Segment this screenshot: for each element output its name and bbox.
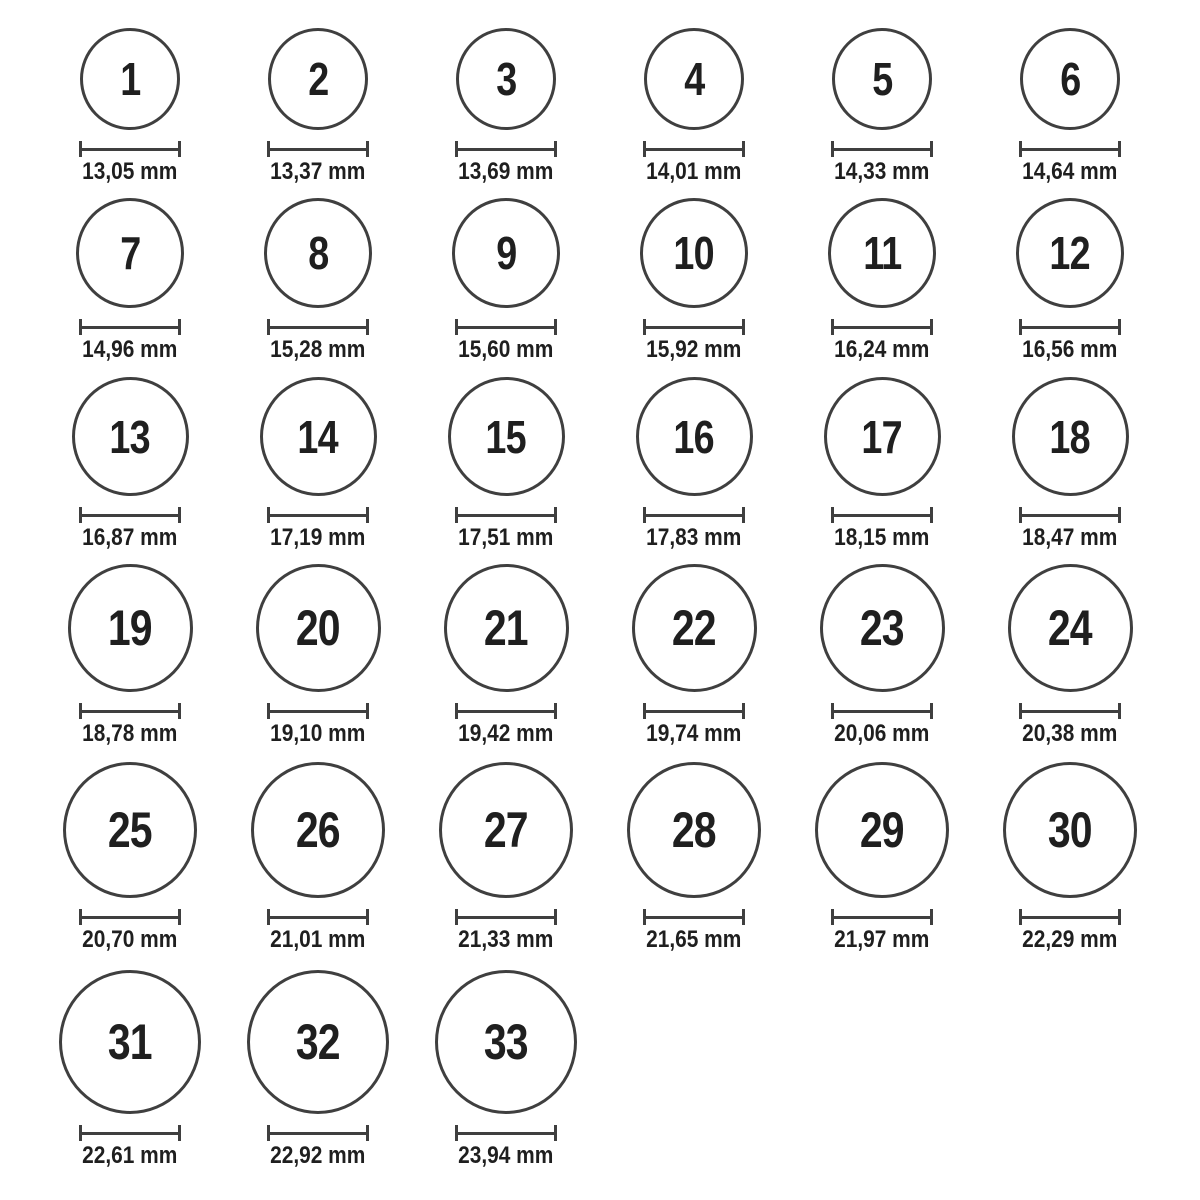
ring-cell (412, 747, 600, 953)
diameter-label: 18,47 mm (1022, 524, 1118, 551)
diameter-measure (79, 703, 181, 719)
measure-bar (270, 916, 366, 919)
diameter-label: 17,19 mm (270, 524, 366, 551)
measure-tick-right (366, 1125, 369, 1141)
diameter-measure (267, 507, 369, 523)
ring-circle (260, 377, 377, 496)
measure-tick-right (1118, 703, 1121, 719)
measure-bar (458, 148, 554, 151)
ring-circle (640, 198, 748, 308)
ring-circle (636, 377, 753, 496)
diameter-measure (455, 141, 557, 157)
ring-circle (80, 28, 180, 130)
ring-number: 5 (871, 53, 893, 105)
ring-circle (632, 564, 757, 692)
measure-bar (834, 710, 930, 713)
ring-cell (36, 747, 224, 953)
measure-bar (646, 916, 742, 919)
diameter-measure (455, 507, 557, 523)
ring-cell (36, 363, 224, 551)
ring-number: 9 (495, 227, 517, 279)
ring-circle (251, 762, 385, 898)
ring-number: 32 (296, 1014, 340, 1070)
diameter-label: 14,96 mm (82, 336, 178, 363)
measure-tick-right (554, 1125, 557, 1141)
diameter-measure (1019, 909, 1121, 925)
ring-number: 12 (1049, 227, 1091, 279)
ring-number: 13 (109, 410, 151, 463)
ring-circle (76, 198, 184, 308)
ring-cell (36, 551, 224, 747)
ring-cell (600, 551, 788, 747)
ring-circle (1020, 28, 1120, 130)
measure-tick-right (366, 909, 369, 925)
diameter-measure (643, 507, 745, 523)
measure-bar (458, 916, 554, 919)
measure-tick-right (742, 141, 745, 157)
ring-number: 8 (307, 227, 329, 279)
ring-circle (644, 28, 744, 130)
ring-circle (72, 377, 189, 496)
diameter-label: 18,15 mm (834, 524, 930, 551)
diameter-label: 21,33 mm (458, 926, 554, 953)
ring-number: 24 (1048, 600, 1092, 656)
ring-number: 28 (672, 802, 716, 858)
measure-bar (458, 710, 554, 713)
diameter-label: 15,92 mm (646, 336, 742, 363)
measure-tick-right (178, 703, 181, 719)
ring-circle (448, 377, 565, 496)
diameter-label: 22,61 mm (82, 1142, 178, 1169)
measure-tick-right (742, 507, 745, 523)
diameter-measure (1019, 507, 1121, 523)
measure-tick-right (742, 319, 745, 335)
ring-circle (256, 564, 381, 692)
ring-cell (412, 24, 600, 185)
measure-tick-right (1118, 909, 1121, 925)
ring-number: 1 (119, 53, 141, 105)
diameter-measure (79, 507, 181, 523)
diameter-label: 16,56 mm (1022, 336, 1118, 363)
ring-number: 16 (673, 410, 715, 463)
measure-bar (1022, 514, 1118, 517)
diameter-measure (455, 319, 557, 335)
ring-cell (412, 363, 600, 551)
ring-circle (247, 970, 389, 1114)
diameter-measure (831, 703, 933, 719)
measure-bar (1022, 326, 1118, 329)
measure-bar (458, 326, 554, 329)
chart-row (36, 953, 1164, 1169)
measure-tick-right (178, 319, 181, 335)
ring-cell (600, 747, 788, 953)
diameter-measure (643, 141, 745, 157)
diameter-label: 19,42 mm (458, 720, 554, 747)
ring-number: 33 (484, 1014, 528, 1070)
diameter-measure (267, 1125, 369, 1141)
diameter-measure (643, 319, 745, 335)
diameter-measure (455, 703, 557, 719)
measure-tick-right (930, 507, 933, 523)
diameter-label: 19,74 mm (646, 720, 742, 747)
diameter-label: 16,87 mm (82, 524, 178, 551)
measure-bar (834, 916, 930, 919)
ring-number: 27 (484, 802, 528, 858)
measure-tick-right (178, 507, 181, 523)
measure-tick-right (554, 507, 557, 523)
diameter-label: 20,38 mm (1022, 720, 1118, 747)
ring-number: 31 (108, 1014, 152, 1070)
measure-bar (646, 514, 742, 517)
measure-bar (270, 514, 366, 517)
ring-number: 6 (1059, 53, 1081, 105)
measure-tick-right (178, 1125, 181, 1141)
diameter-measure (831, 141, 933, 157)
measure-tick-right (930, 319, 933, 335)
diameter-label: 20,70 mm (82, 926, 178, 953)
ring-cell (600, 363, 788, 551)
diameter-measure (267, 703, 369, 719)
diameter-measure (831, 909, 933, 925)
ring-circle (59, 970, 201, 1114)
ring-circle (264, 198, 372, 308)
diameter-measure (267, 319, 369, 335)
diameter-label: 13,37 mm (270, 158, 366, 185)
ring-cell (976, 551, 1164, 747)
measure-bar (646, 710, 742, 713)
diameter-label: 21,97 mm (834, 926, 930, 953)
chart-row (36, 551, 1164, 747)
measure-bar (82, 916, 178, 919)
ring-circle (444, 564, 569, 692)
diameter-label: 17,51 mm (458, 524, 554, 551)
measure-bar (834, 326, 930, 329)
measure-bar (646, 148, 742, 151)
ring-cell (36, 24, 224, 185)
measure-bar (270, 1132, 366, 1135)
diameter-measure (643, 909, 745, 925)
measure-tick-right (178, 909, 181, 925)
measure-tick-right (366, 703, 369, 719)
ring-cell (976, 363, 1164, 551)
ring-circle (68, 564, 193, 692)
measure-tick-right (554, 909, 557, 925)
ring-circle (268, 28, 368, 130)
diameter-measure (79, 1125, 181, 1141)
ring-circle (820, 564, 945, 692)
ring-circle (456, 28, 556, 130)
ring-circle (1003, 762, 1137, 898)
ring-cell (600, 24, 788, 185)
measure-bar (458, 514, 554, 517)
diameter-measure (455, 909, 557, 925)
ring-cell (788, 363, 976, 551)
ring-number: 29 (860, 802, 904, 858)
measure-tick-right (554, 319, 557, 335)
diameter-measure (643, 703, 745, 719)
diameter-measure (79, 141, 181, 157)
diameter-label: 13,69 mm (458, 158, 554, 185)
ring-circle (452, 198, 560, 308)
ring-cell (224, 24, 412, 185)
measure-bar (270, 710, 366, 713)
ring-number: 4 (683, 53, 705, 105)
diameter-label: 13,05 mm (82, 158, 178, 185)
diameter-label: 21,65 mm (646, 926, 742, 953)
ring-cell (224, 551, 412, 747)
ring-circle (1012, 377, 1129, 496)
ring-number: 10 (673, 227, 715, 279)
ring-number: 19 (108, 600, 152, 656)
diameter-measure (79, 319, 181, 335)
ring-circle (439, 762, 573, 898)
ring-cell (36, 185, 224, 363)
measure-bar (82, 1132, 178, 1135)
diameter-label: 14,01 mm (646, 158, 742, 185)
ring-cell (788, 551, 976, 747)
ring-number: 18 (1049, 410, 1091, 463)
diameter-label: 14,64 mm (1022, 158, 1118, 185)
measure-bar (82, 148, 178, 151)
ring-cell (788, 185, 976, 363)
ring-number: 26 (296, 802, 340, 858)
measure-tick-right (930, 141, 933, 157)
ring-cell (976, 747, 1164, 953)
measure-tick-right (178, 141, 181, 157)
ring-cell (412, 551, 600, 747)
ring-number: 22 (672, 600, 716, 656)
ring-circle (824, 377, 941, 496)
ring-circle (815, 762, 949, 898)
measure-bar (834, 514, 930, 517)
diameter-label: 15,60 mm (458, 336, 554, 363)
measure-bar (1022, 148, 1118, 151)
ring-cell (412, 953, 600, 1169)
measure-tick-right (1118, 141, 1121, 157)
measure-tick-right (742, 703, 745, 719)
measure-tick-right (554, 703, 557, 719)
diameter-measure (267, 141, 369, 157)
chart-row (36, 24, 1164, 185)
ring-number: 15 (485, 410, 527, 463)
ring-number: 3 (495, 53, 517, 105)
ring-circle (627, 762, 761, 898)
diameter-label: 16,24 mm (834, 336, 930, 363)
ring-number: 30 (1048, 802, 1092, 858)
ring-number: 7 (119, 227, 141, 279)
ring-cell (976, 185, 1164, 363)
ring-circle (1008, 564, 1133, 692)
ring-number: 25 (108, 802, 152, 858)
diameter-label: 15,28 mm (270, 336, 366, 363)
measure-tick-right (366, 507, 369, 523)
diameter-measure (831, 319, 933, 335)
measure-bar (458, 1132, 554, 1135)
measure-tick-right (1118, 507, 1121, 523)
ring-circle (832, 28, 932, 130)
ring-number: 20 (296, 600, 340, 656)
ring-circle (435, 970, 577, 1114)
measure-bar (82, 326, 178, 329)
diameter-measure (1019, 703, 1121, 719)
ring-cell (788, 747, 976, 953)
measure-tick-right (366, 319, 369, 335)
ring-cell (224, 747, 412, 953)
measure-bar (834, 148, 930, 151)
ring-circle (1016, 198, 1124, 308)
diameter-label: 14,33 mm (834, 158, 930, 185)
measure-bar (1022, 916, 1118, 919)
ring-cell (224, 185, 412, 363)
measure-bar (1022, 710, 1118, 713)
ring-cell (788, 24, 976, 185)
diameter-measure (267, 909, 369, 925)
diameter-label: 17,83 mm (646, 524, 742, 551)
diameter-measure (79, 909, 181, 925)
diameter-label: 21,01 mm (270, 926, 366, 953)
chart-row (36, 747, 1164, 953)
measure-tick-right (1118, 319, 1121, 335)
ring-cell (976, 24, 1164, 185)
measure-bar (82, 514, 178, 517)
diameter-label: 22,92 mm (270, 1142, 366, 1169)
diameter-label: 20,06 mm (834, 720, 930, 747)
diameter-measure (1019, 319, 1121, 335)
ring-circle (63, 762, 197, 898)
diameter-measure (831, 507, 933, 523)
ring-number: 23 (860, 600, 904, 656)
chart-row (36, 363, 1164, 551)
measure-tick-right (930, 909, 933, 925)
ring-number: 2 (307, 53, 329, 105)
measure-bar (82, 710, 178, 713)
diameter-label: 22,29 mm (1022, 926, 1118, 953)
ring-cell (224, 363, 412, 551)
ring-cell (36, 953, 224, 1169)
diameter-label: 23,94 mm (458, 1142, 554, 1169)
ring-cell (600, 185, 788, 363)
ring-number: 11 (862, 227, 902, 279)
chart-row (36, 185, 1164, 363)
ring-circle (828, 198, 936, 308)
measure-bar (270, 326, 366, 329)
ring-cell (224, 953, 412, 1169)
measure-tick-right (742, 909, 745, 925)
measure-bar (646, 326, 742, 329)
diameter-label: 19,10 mm (270, 720, 366, 747)
diameter-label: 18,78 mm (82, 720, 178, 747)
ring-number: 14 (297, 410, 339, 463)
ring-number: 21 (484, 600, 528, 656)
ring-number: 17 (861, 410, 903, 463)
diameter-measure (455, 1125, 557, 1141)
measure-tick-right (930, 703, 933, 719)
measure-tick-right (554, 141, 557, 157)
ring-cell (412, 185, 600, 363)
measure-tick-right (366, 141, 369, 157)
measure-bar (270, 148, 366, 151)
diameter-measure (1019, 141, 1121, 157)
